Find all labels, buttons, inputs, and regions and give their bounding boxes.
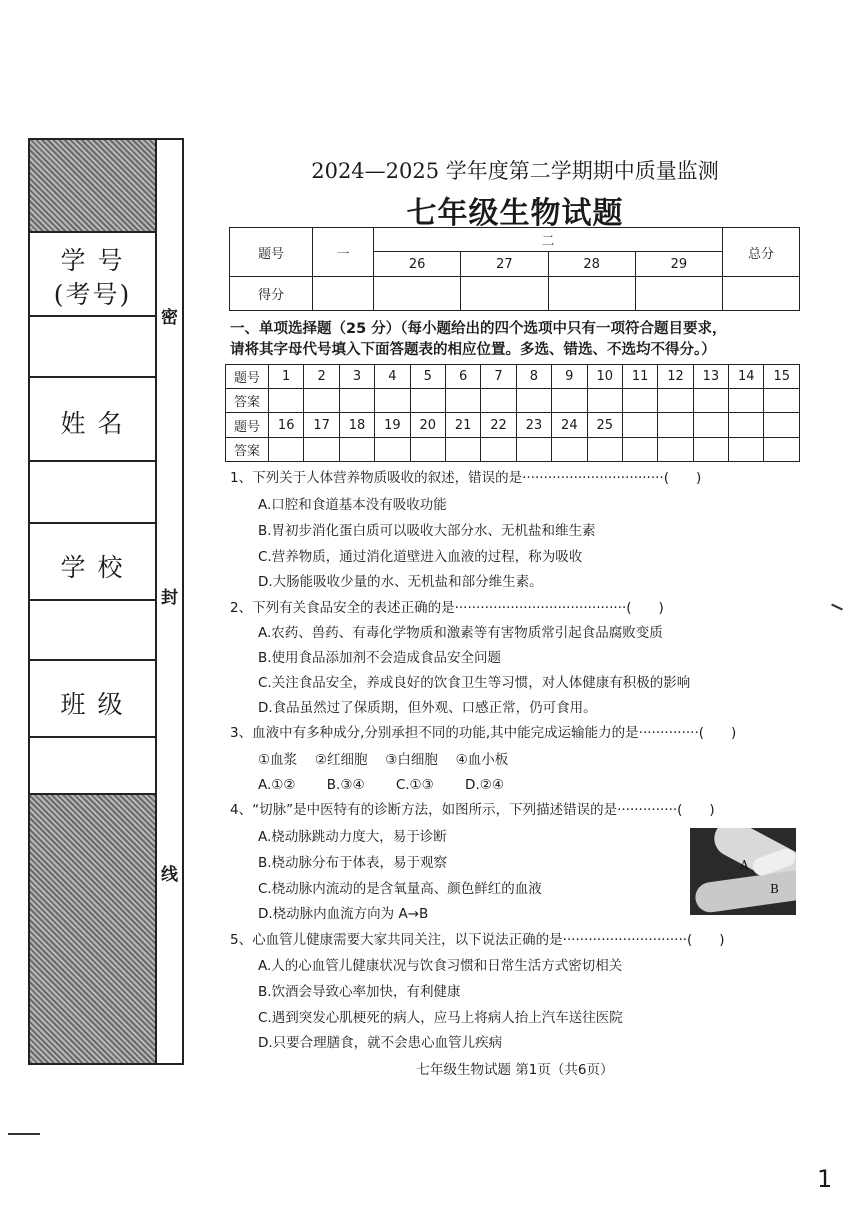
score-sub-28: 28 bbox=[548, 252, 635, 277]
answer-question-number: 24 bbox=[552, 413, 587, 438]
answer-question-number: 2 bbox=[304, 365, 339, 389]
q4-option-b: B.桡动脉分布于体表，易于观察 bbox=[258, 855, 448, 871]
answer-cell[interactable] bbox=[339, 438, 374, 462]
q2-option-a: A.农药、兽药、有毒化学物质和激素等有害物质常引起食品腐败变质 bbox=[258, 625, 663, 641]
answer-cell[interactable] bbox=[410, 389, 445, 413]
student-id-cell bbox=[30, 233, 155, 317]
answer-cell[interactable] bbox=[269, 438, 304, 462]
figure-label-a: A bbox=[740, 858, 749, 872]
score-part2: 二 bbox=[374, 228, 723, 252]
q4-option-d: D.桡动脉内血流方向为 A→B bbox=[258, 906, 429, 922]
q2-stem: 2、下列有关食品安全的表述正确的是········································( ) bbox=[230, 600, 664, 616]
score-cell[interactable] bbox=[635, 277, 722, 311]
answer-question-number: 21 bbox=[445, 413, 480, 438]
answer-cell[interactable] bbox=[375, 389, 410, 413]
answer-cell[interactable] bbox=[410, 438, 445, 462]
answer-table bbox=[225, 364, 800, 462]
answer-cell[interactable] bbox=[481, 389, 516, 413]
answer-question-number: 20 bbox=[410, 413, 445, 438]
answer-question-number: 14 bbox=[729, 365, 764, 389]
answer-question-number: 3 bbox=[339, 365, 374, 389]
seal-line-column bbox=[157, 138, 184, 1065]
answer-cell[interactable] bbox=[304, 438, 339, 462]
answer-question-number: 1 bbox=[269, 365, 304, 389]
hatched-block-top bbox=[30, 140, 155, 233]
q1-stem: 1、下列关于人体营养物质吸收的叙述，错误的是·································( ) bbox=[230, 470, 702, 486]
binding-strip bbox=[28, 138, 157, 1065]
answer-cell[interactable] bbox=[693, 389, 728, 413]
answer-question-number: 5 bbox=[410, 365, 445, 389]
school-cell bbox=[30, 524, 155, 601]
answer-question-number: 8 bbox=[516, 365, 551, 389]
class-label: 班 级 bbox=[60, 690, 125, 719]
score-cell[interactable] bbox=[461, 277, 548, 311]
figure-label-b: B bbox=[770, 882, 779, 896]
q3-stem: 3、血液中有多种成分,分别承担不同的功能,其中能完成运输能力的是··············( ) bbox=[230, 725, 737, 741]
answer-cell[interactable] bbox=[587, 389, 622, 413]
answer-question-number: 9 bbox=[552, 365, 587, 389]
answer-cell[interactable] bbox=[658, 389, 693, 413]
exam-id-label: (考号) bbox=[53, 280, 132, 309]
school-blank[interactable] bbox=[30, 601, 155, 661]
answer-question-number: 6 bbox=[445, 365, 480, 389]
score-part1: 一 bbox=[313, 228, 374, 277]
answer-question-number bbox=[764, 413, 800, 438]
answer-cell[interactable] bbox=[269, 389, 304, 413]
page-footer: 七年级生物试题 第1页（共6页） bbox=[416, 1062, 614, 1078]
student-id-label: 学 号 bbox=[60, 246, 125, 275]
answer-ans-label: 答案 bbox=[226, 438, 269, 462]
answer-question-number: 23 bbox=[516, 413, 551, 438]
answer-num-label: 题号 bbox=[226, 365, 269, 389]
q5-option-a: A.人的心血管儿健康状况与饮食习惯和日常生活方式密切相关 bbox=[258, 958, 623, 974]
q3-components: ①血浆 ②红细胞 ③白细胞 ④血小板 bbox=[258, 752, 509, 768]
subject-title: 七年级生物试题 bbox=[406, 196, 624, 231]
score-sub-26: 26 bbox=[374, 252, 461, 277]
score-cell[interactable] bbox=[313, 277, 374, 311]
answer-cell[interactable] bbox=[658, 438, 693, 462]
q1-option-c: C.营养物质，通过消化道壁进入血液的过程，称为吸收 bbox=[258, 549, 583, 565]
q5-option-d: D.只要合理膳食，就不会患心血管儿疾病 bbox=[258, 1035, 503, 1051]
score-cell[interactable] bbox=[723, 277, 800, 311]
answer-cell[interactable] bbox=[693, 438, 728, 462]
q2-option-b: B.使用食品添加剂不会造成食品安全问题 bbox=[258, 650, 502, 666]
q4-option-c: C.桡动脉内流动的是含氧量高、颜色鲜红的血液 bbox=[258, 881, 542, 897]
answer-question-number: 11 bbox=[622, 365, 657, 389]
seal-char-xian: 线 bbox=[161, 865, 178, 885]
answer-cell[interactable] bbox=[375, 438, 410, 462]
score-sub-27: 27 bbox=[461, 252, 548, 277]
answer-cell[interactable] bbox=[339, 389, 374, 413]
section1-line1: 一、单项选择题（25 分）（每小题给出的四个选项中只有一项符合题目要求， bbox=[230, 321, 727, 337]
answer-question-number bbox=[729, 413, 764, 438]
answer-question-number: 25 bbox=[587, 413, 622, 438]
q2-option-d: D.食品虽然过了保质期，但外观、口感正常，仍可食用。 bbox=[258, 700, 597, 716]
answer-cell[interactable] bbox=[445, 389, 480, 413]
score-sub-29: 29 bbox=[635, 252, 722, 277]
answer-question-number: 12 bbox=[658, 365, 693, 389]
q4-stem: 4、“切脉”是中医特有的诊断方法，如图所示，下列描述错误的是··············( ) bbox=[230, 802, 715, 818]
q5-option-c: C.遇到突发心肌梗死的病人，应马上将病人抬上汽车送往医院 bbox=[258, 1010, 623, 1026]
answer-question-number: 16 bbox=[269, 413, 304, 438]
seal-char-mi: 密 bbox=[161, 308, 178, 328]
pulse-figure bbox=[690, 828, 796, 915]
answer-cell[interactable] bbox=[516, 438, 551, 462]
section1-line2: 请将其字母代号填入下面答题表的相应位置。多选、错选、不选均不得分。） bbox=[230, 342, 716, 358]
name-blank[interactable] bbox=[30, 462, 155, 524]
answer-question-number: 18 bbox=[339, 413, 374, 438]
q1-option-d: D.大肠能吸收少量的水、无机盐和部分维生素。 bbox=[258, 574, 543, 590]
name-label: 姓 名 bbox=[60, 409, 125, 438]
answer-cell[interactable] bbox=[622, 438, 657, 462]
seal-char-feng: 封 bbox=[161, 588, 178, 608]
q1-option-a: A.口腔和食道基本没有吸收功能 bbox=[258, 497, 447, 513]
answer-ans-label: 答案 bbox=[226, 389, 269, 413]
class-cell bbox=[30, 661, 155, 738]
answer-question-number bbox=[622, 413, 657, 438]
scan-mark bbox=[8, 1133, 40, 1135]
answer-question-number bbox=[658, 413, 693, 438]
answer-cell[interactable] bbox=[622, 389, 657, 413]
answer-cell[interactable] bbox=[764, 389, 800, 413]
score-cell[interactable] bbox=[374, 277, 461, 311]
answer-question-number: 4 bbox=[375, 365, 410, 389]
exam-title: 2024—2025 学年度第二学期期中质量监测 bbox=[311, 159, 719, 183]
answer-question-number bbox=[693, 413, 728, 438]
score-cell[interactable] bbox=[548, 277, 635, 311]
answer-question-number: 10 bbox=[587, 365, 622, 389]
answer-question-number: 19 bbox=[375, 413, 410, 438]
q3-choices: A.①② B.③④ C.①③ D.②④ bbox=[258, 777, 504, 793]
q5-stem: 5、心血管儿健康需要大家共同关注，以下说法正确的是·····························( ) bbox=[230, 932, 725, 948]
answer-question-number: 17 bbox=[304, 413, 339, 438]
score-total-label: 总分 bbox=[723, 228, 800, 277]
answer-cell[interactable] bbox=[552, 438, 587, 462]
name-cell bbox=[30, 378, 155, 462]
class-blank[interactable] bbox=[30, 738, 155, 795]
answer-cell[interactable] bbox=[764, 438, 800, 462]
answer-question-number: 15 bbox=[764, 365, 800, 389]
q4-option-a: A.桡动脉跳动力度大，易于诊断 bbox=[258, 829, 447, 845]
answer-cell[interactable] bbox=[729, 389, 764, 413]
q5-option-b: B.饮酒会导致心率加快，有利健康 bbox=[258, 984, 461, 1000]
answer-question-number: 13 bbox=[693, 365, 728, 389]
student-id-blank[interactable] bbox=[30, 317, 155, 378]
school-label: 学 校 bbox=[60, 553, 125, 582]
hatched-block-bottom bbox=[30, 795, 155, 1063]
answer-cell[interactable] bbox=[552, 389, 587, 413]
answer-cell[interactable] bbox=[304, 389, 339, 413]
scan-mark bbox=[831, 604, 843, 611]
answer-question-number: 22 bbox=[481, 413, 516, 438]
answer-cell[interactable] bbox=[587, 438, 622, 462]
answer-cell[interactable] bbox=[729, 438, 764, 462]
q1-option-b: B.胃初步消化蛋白质可以吸收大部分水、无机盐和维生素 bbox=[258, 523, 596, 539]
score-row-label: 题号 bbox=[230, 228, 313, 277]
page-number: 1 bbox=[817, 1165, 833, 1193]
answer-question-number: 7 bbox=[481, 365, 516, 389]
q2-option-c: C.关注食品安全，养成良好的饮食卫生等习惯，对人体健康有积极的影响 bbox=[258, 675, 691, 691]
answer-cell[interactable] bbox=[481, 438, 516, 462]
answer-cell[interactable] bbox=[516, 389, 551, 413]
score-got-label: 得分 bbox=[230, 277, 313, 311]
answer-cell[interactable] bbox=[445, 438, 480, 462]
score-table bbox=[229, 227, 800, 311]
answer-num-label: 题号 bbox=[226, 413, 269, 438]
